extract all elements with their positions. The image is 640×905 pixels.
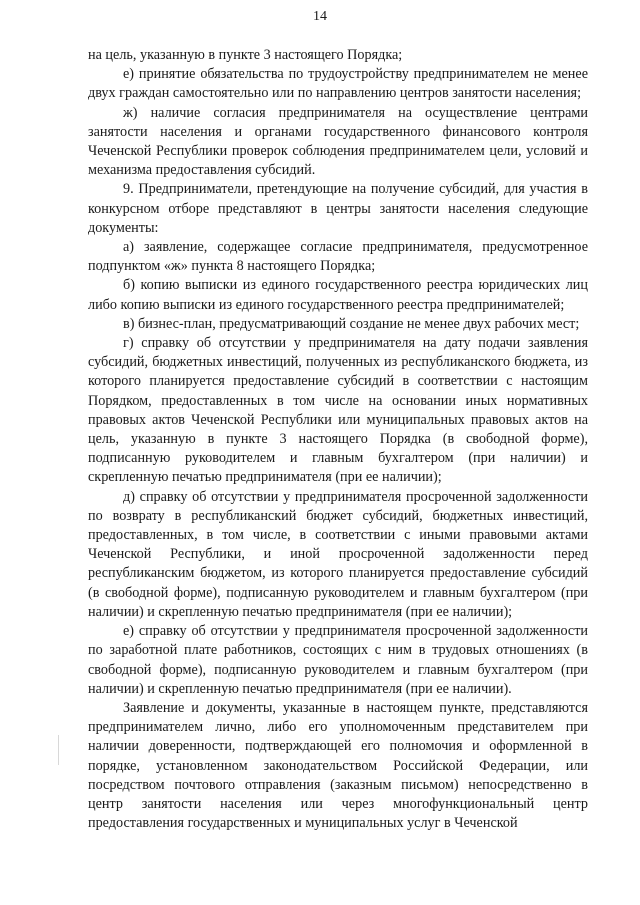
paragraph: ж) наличие согласия предпринимателя на осуществление центрами занятости населения и органами государственного финансового контроля Чеченской Республики проверок соблюдения предпринимателем цели, условий и механизма предоставления субсидий. [88, 104, 588, 179]
paragraph: на цель, указанную в пункте 3 настоящего Порядка; [88, 47, 403, 63]
paragraph: д) справку об отсутствии у предпринимателя просроченной задолженности по возврату в республиканский бюджет субсидий, бюджетных инвестиций, предоставленных, в том числе, в соответствии с иными правовыми актами Чеченской Республики, и иной просроченной задолженности перед республиканским бюджетом, из которого планируется предоставление субсидий (в свободной форме), подписанную руководителем и главным бухгалтером (при наличии) и скрепленную печатью предпринимателя (при ее наличии); [88, 488, 588, 620]
paragraph: 9. Предприниматели, претендующие на получение субсидий, для участия в конкурсном отборе представляют в центры занятости населения следующие документы: [88, 181, 588, 236]
paragraph: б) копию выписки из единого государственного реестра юридических лиц либо копию выписки из единого государственного реестра предпринимателей; [88, 277, 588, 313]
document-body [88, 46, 588, 833]
paragraph: е) справку об отсутствии у предпринимателя просроченной задолженности по заработной плате работников, состоящих с ним в трудовых отношениях (в свободной форме), подписанную руководителем и главным бухгалтером (при наличии) и скрепленную печатью предпринимателя (при ее наличии). [88, 623, 588, 697]
paragraph: г) справку об отсутствии у предпринимателя на дату подачи заявления субсидий, бюджетных инвестиций, полученных из республиканского бюджета, из которого планируется предоставление субсидий в соответствии с настоящим Порядком, предоставленных в том числе на основании иных нормативных правовых актов Чеченской Республики или муниципальных правовых актов на цель, указанную в пункте 3 настоящего Порядка (в свободной форме), подписанную руководителем и главным бухгалтером (при наличии) и скрепленную печатью предпринимателя (при ее наличии); [88, 335, 588, 486]
paragraph: е) принятие обязательства по трудоустройству предпринимателем не менее двух граждан самостоятельно или по направлению центров занятости населения; [88, 66, 588, 102]
paragraph: в) бизнес-план, предусматривающий создание не менее двух рабочих мест; [123, 315, 580, 332]
margin-mark [58, 735, 59, 765]
paragraph: а) заявление, содержащее согласие предпринимателя, предусмотренное подпунктом «ж» пункта 8 настоящего Порядка; [88, 239, 588, 275]
page-number: 14 [313, 9, 327, 24]
paragraph: Заявление и документы, указанные в настоящем пункте, представляются предпринимателем лично, либо его уполномоченным представителем при наличии доверенности, подтверждающей его полномочия и оформленной в порядке, установленном законодательством Российской Федерации, или посредством почтового отправления (заказным письмом) непосредственно в центр занятости населения или через многофункциональный центр предоставления государственных и муниципальных услуг в Чеченской [88, 699, 588, 832]
